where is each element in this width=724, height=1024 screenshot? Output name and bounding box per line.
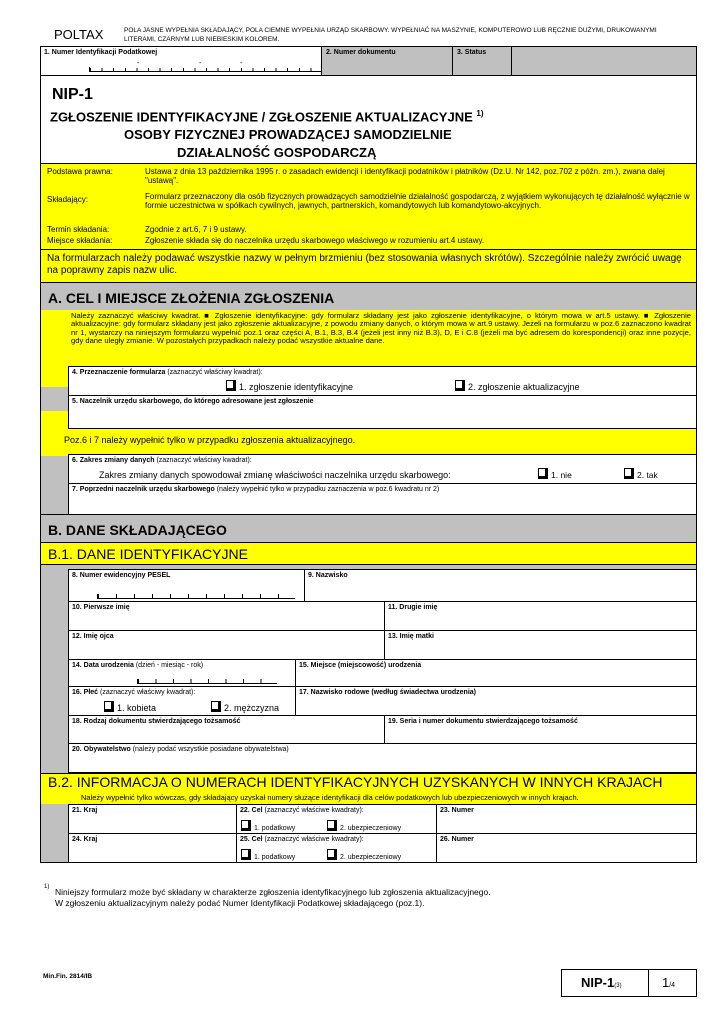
form-code-box [561, 969, 697, 997]
b1-title: B.1. DANE IDENTYFIKACYJNE [48, 546, 248, 562]
title-line1 [50, 109, 484, 124]
field-23-label: 23. Numer [440, 807, 474, 814]
form-code: NIP-1 [52, 86, 93, 103]
birth-date-comb [137, 679, 277, 684]
info-block [40, 164, 697, 250]
field-15-label: 15. Miejsce (miejscowość) urodzenia [299, 662, 422, 669]
checkbox-icon[interactable] [211, 701, 221, 712]
field-11-second-name[interactable] [384, 601, 697, 631]
field-22-purpose [236, 804, 437, 834]
field-5-office[interactable] [68, 395, 697, 429]
field-6-opt1[interactable]: 1. nie [538, 468, 572, 480]
field-6-change [68, 454, 697, 484]
field-16-label: 16. Płeć (zaznaczyć właściwy kwadrat): [72, 689, 196, 696]
b2-title: B.2. INFORMACJA O NUMERACH IDENTYFIKACYJNYCH UZYSKANYCH W INNYCH KRAJACH [48, 774, 663, 790]
field-21-label: 21. Kraj [72, 807, 98, 814]
page-number: 1/4 [662, 975, 676, 990]
field-24-label: 24. Kraj [72, 836, 98, 843]
field-4-label: 4. Przeznaczenie formularza (zaznaczyć właściwy kwadrat): [72, 369, 263, 376]
field-19-label: 19. Seria i numer dokumentu stwierdzającego tożsamość [388, 718, 578, 725]
basis-label: Podstawa prawna: [47, 167, 113, 176]
field-14-label: 14. Data urodzenia (dzień - miesiąc - rok) [72, 662, 204, 669]
field-6-opt2[interactable]: 2. tak [624, 468, 658, 480]
checkbox-icon[interactable] [624, 468, 634, 479]
checkbox-icon[interactable] [327, 849, 337, 860]
footer-form-code: NIP-1(3) [581, 975, 622, 990]
field-4-opt1[interactable]: 1. zgłoszenie identyfikacyjne [226, 380, 353, 392]
title-line2: OSOBY FIZYCZNEJ PROWADZĄCEJ SAMODZIELNIE [124, 127, 452, 142]
section-a-title: A. CEL I MIEJSCE ZŁOŻENIA ZGŁOSZENIA [48, 290, 335, 306]
field-20-label: 20. Obywatelstwo (należy podać wszystkie posiadane obywatelstwa) [72, 746, 289, 753]
nip-comb [89, 67, 321, 72]
checkbox-icon[interactable] [104, 701, 114, 712]
nip-dash-3: - [240, 60, 243, 67]
field-23-number[interactable] [436, 804, 697, 834]
field-21-country[interactable] [68, 804, 237, 834]
title-line3: DZIAŁALNOŚĆ GOSPODARCZĄ [177, 145, 377, 160]
field-7-label: 7. Poprzedni naczelnik urzędu skarbowego (należy wypełnić tylko w przypadku zaznaczenia w poz.6 kwadratu nr 2) [72, 486, 440, 493]
field-25-opt1[interactable]: 1. podatkowy [241, 849, 295, 861]
checkbox-icon[interactable] [241, 820, 251, 831]
field-8-label: 8. Numer ewidencyjny PESEL [72, 572, 171, 579]
nip-field-label: 1. Numer Identyfikacji Podatkowej [44, 49, 158, 56]
section-a-note: Należy zaznaczyć właściwy kwadrat. ■ Zgłoszenie identyfikacyjne: gdy formularz składany jest jako zgłoszenie identyfikacyjne, o którym mowa w art.5 ustawy. ■ Zgłoszenie aktualizacyjne: gdy formularz składany jest jako zgłoszenie aktualizacyjne, z powodu zmiany danych, o którym mowa w art.9 ustawy. Jeżeli na formularzu w poz.6 zaznaczono kwadrat nr 1, wystarczy na niniejszym formularzu wypełnić poz.1 oraz części A, B.1, B.3, B.4 (jeżeli jest inny niż B.3), D, E i C.8 (jeżeli ma być adresem do korespondencji) oraz inne pozycje, gdy dane uległy zmianie. W pozostałych przypadkach należy podać wszystkie aktualne dane. [71, 311, 691, 346]
field-15-birth-place[interactable] [295, 659, 697, 687]
basis-text: Ustawa z dnia 13 października 1995 r. o zasadach ewidencji i identyfikacji podatników i płatników (Dz.U. Nr 142, poz.702 z późn. zm.), zwana dalej "ustawą". [145, 167, 665, 185]
title-line1-text: ZGŁOSZENIE IDENTYFIKACYJNE / ZGŁOSZENIE AKTUALIZACYJNE [50, 109, 473, 125]
field-10-first-name[interactable] [68, 601, 385, 631]
title-footnote-mark: 1) [476, 109, 484, 118]
deadline-label: Termin składania: [47, 225, 110, 234]
field-22-opt1[interactable]: 1. podatkowy [241, 820, 295, 832]
field-18-id-document-type[interactable] [68, 715, 385, 744]
field-26-label: 26. Numer [440, 836, 474, 843]
deadline-text: Zgodnie z art.6, 7 i 9 ustawy. [145, 225, 247, 234]
title-block [40, 75, 697, 164]
checkbox-icon[interactable] [538, 468, 548, 479]
field-9-label: 9. Nazwisko [308, 572, 348, 579]
place-label: Miejsce składania: [47, 236, 113, 245]
field-12-father-name[interactable] [68, 630, 385, 660]
field-25-opt2[interactable]: 2. ubezpieczeniowy [327, 849, 401, 861]
field-16-opt2[interactable]: 2. mężczyzna [211, 701, 279, 713]
checkbox-icon[interactable] [226, 380, 236, 391]
filer-text: Formularz przeznaczony dla osób fizycznych prowadzących samodzielnie działalność gospodarczą, z wyjątkiem wykonujących tę działalność wyłącznie w formie uczestnictwa w spółkach cywilnych, jawnych, partnerskich, komandytowych lub komandytowo-akcyjnych. [145, 192, 690, 210]
pesel-comb [97, 594, 295, 599]
field-6-label: 6. Zakres zmiany danych (zaznaczyć właściwy kwadrat): [72, 457, 252, 464]
field-5-label: 5. Naczelnik urzędu skarbowego, do którego adresowane jest zgłoszenie [72, 398, 314, 405]
section-a-note2: Poz.6 i 7 należy wypełnić tylko w przypadku zgłoszenia aktualizacyjnego. [64, 435, 356, 445]
nip-dash-1: - [137, 60, 140, 67]
field-4-purpose [68, 366, 697, 396]
notice-text: Na formularzach należy podawać wszystkie nazwy w pełnym brzmieniu (bez stosowania własnych skrótów). Szczególnie należy zwrócić uwagę na poprawny zapis nazw ulic. [47, 253, 682, 276]
nip-field[interactable] [41, 47, 322, 75]
b2-note: Należy wypełnić tylko wówczas, gdy składający uzyskał numery służące identyfikacji dla celów podatkowych lub ubezpieczeniowych w innych krajach. [81, 793, 579, 802]
notice-block [40, 250, 697, 283]
field-25-label: 25. Cel (zaznaczyć właściwe kwadraty): [240, 836, 364, 843]
place-text: Zgłoszenie składa się do naczelnika urzędu skarbowego właściwego w rozumieniu art.4 ustawy. [145, 236, 485, 245]
field-22-label: 22. Cel (zaznaczyć właściwe kwadraty): [240, 807, 364, 814]
footnote-line2: W zgłoszeniu aktualizacyjnym należy podać Numer Identyfikacji Podatkowej składającego (poz.1). [55, 898, 425, 908]
field-16-opt1[interactable]: 1. kobieta [104, 701, 156, 713]
field-13-label: 13. Imię matki [388, 633, 434, 640]
status-field [454, 47, 512, 75]
field-16-sex [68, 686, 296, 716]
footnote-line1: Niniejszy formularz może być składany w charakterze zgłoszenia identyfikacyjnego lub zgłoszenia aktualizacyjnego. [55, 887, 491, 897]
checkbox-icon[interactable] [241, 849, 251, 860]
field-19-id-document-number[interactable] [384, 715, 697, 744]
nip-dash-2: - [199, 60, 202, 67]
status-label: 3. Status [457, 49, 487, 56]
poltax-brand: POLTAX [54, 27, 104, 42]
field-12-label: 12. Imię ojca [72, 633, 114, 640]
ministry-code: Min.Fin. 2814/IB [43, 973, 93, 980]
footer-divider [648, 970, 649, 996]
field-20-citizenship[interactable] [68, 743, 697, 773]
field-22-opt2[interactable]: 2. ubezpieczeniowy [327, 820, 401, 832]
checkbox-icon[interactable] [327, 820, 337, 831]
field-24-country[interactable] [68, 833, 237, 863]
field-13-mother-name[interactable] [384, 630, 697, 660]
footnote-mark: 1) [44, 884, 50, 890]
field-7-previous-office[interactable] [68, 483, 697, 515]
field-14-birth-date[interactable] [68, 659, 296, 687]
field-25-purpose [236, 833, 437, 863]
field-10-label: 10. Pierwsze imię [72, 604, 130, 611]
field-11-label: 11. Drugie imię [388, 604, 438, 611]
checkbox-icon[interactable] [455, 380, 465, 391]
filer-label: Składający: [47, 195, 88, 204]
field-8-pesel[interactable] [68, 569, 305, 602]
field-9-surname[interactable] [304, 569, 697, 602]
doc-number-label: 2. Numer dokumentu [326, 49, 396, 56]
field-17-family-name[interactable] [295, 686, 697, 716]
field-17-label: 17. Nazwisko rodowe (według świadectwa urodzenia) [299, 689, 476, 696]
field-6-question: Zakres zmiany danych spowodował zmianę właściwości naczelnika urzędu skarbowego: [99, 470, 451, 480]
field-18-label: 18. Rodzaj dokumentu stwierdzającego tożsamość [72, 718, 241, 725]
header-instructions: POLA JASNE WYPEŁNIA SKŁADAJĄCY, POLA CIEMNE WYPEŁNIA URZĄD SKARBOWY. WYPEŁNIAĆ NA MASZYNIE, KOMPUTEROWO LUB RĘCZNIE DUŻYMI, DRUKOWANYMI LITERAMI, CZARNYM LUB NIEBIESKIM KOLOREM. [124, 27, 657, 43]
doc-number-field [323, 47, 453, 75]
field-4-opt2[interactable]: 2. zgłoszenie aktualizacyjne [455, 380, 580, 392]
field-26-number[interactable] [436, 833, 697, 863]
section-b-title: B. DANE SKŁADAJĄCEGO [48, 522, 227, 538]
